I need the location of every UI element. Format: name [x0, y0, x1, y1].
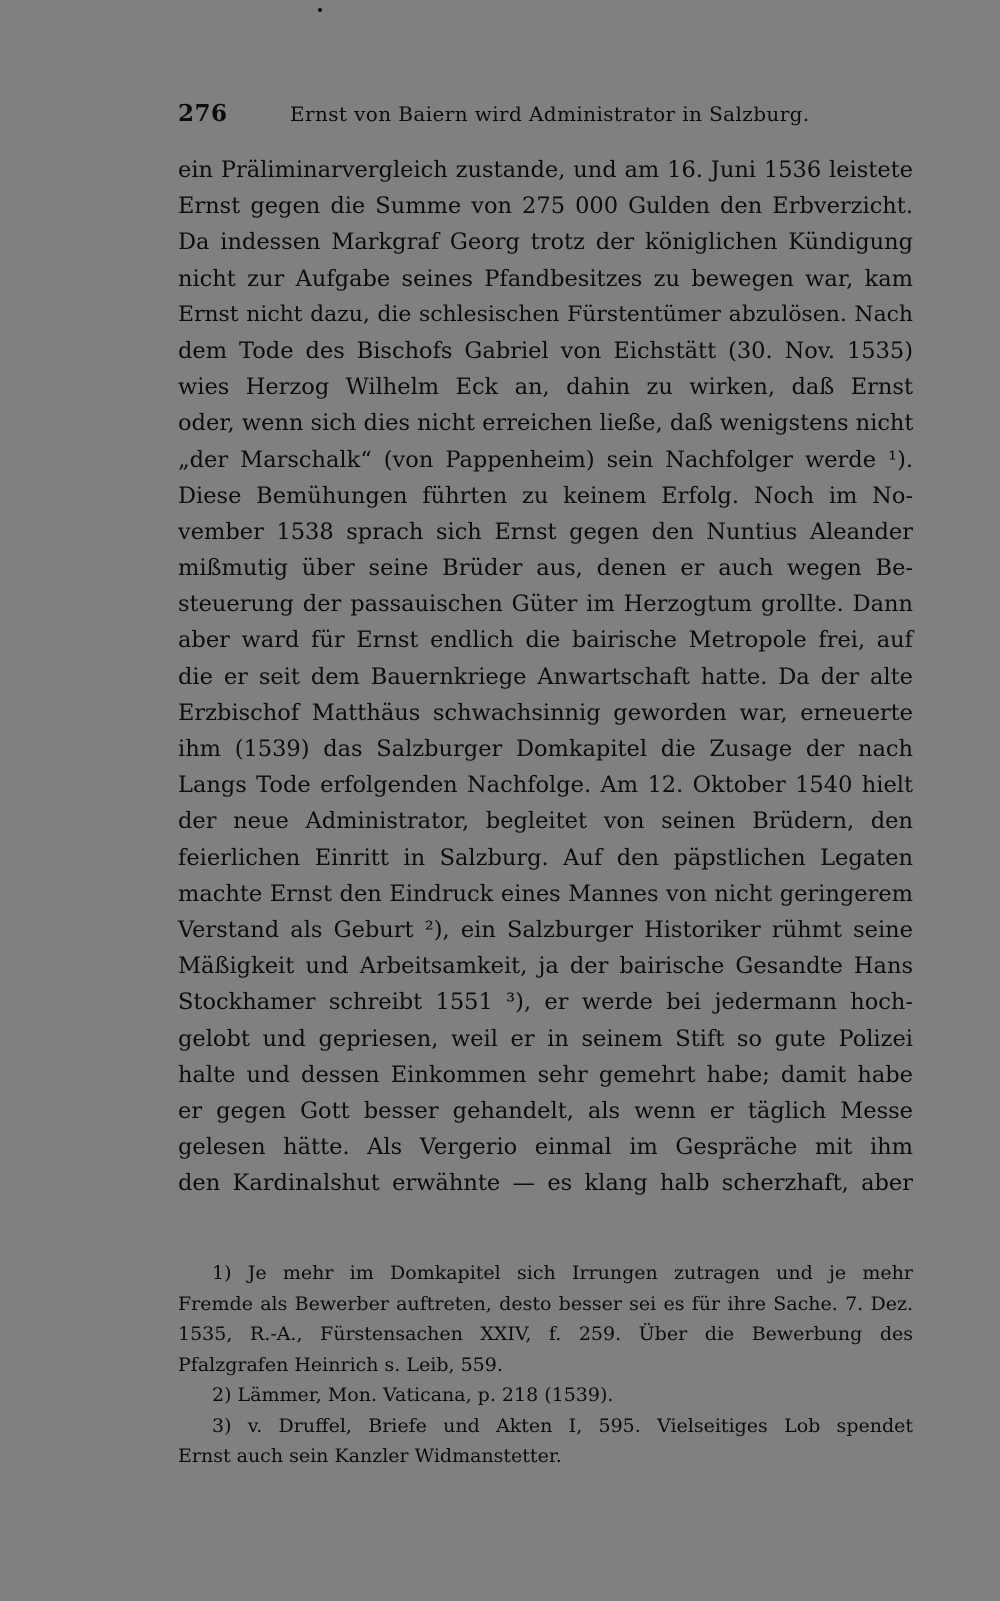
body-line: Mäßigkeit und Arbeitsamkeit, ja der bairische Gesandte Hans [178, 953, 913, 980]
body-line: Da indessen Markgraf Georg trotz der königlichen Kündigung [178, 229, 913, 256]
running-title: Ernst von Baiern wird Administrator in Salzburg. [290, 102, 810, 126]
body-line: wies Herzog Wilhelm Eck an, dahin zu wirken, daß Ernst [178, 374, 913, 401]
footnote-3-cont: Ernst auch sein Kanzler Widmanstetter. [178, 1445, 562, 1467]
footnote-2: 2) Lämmer, Mon. Vaticana, p. 218 (1539). [212, 1384, 614, 1406]
body-line: halte und dessen Einkommen sehr gemehrt habe; damit habe [178, 1061, 913, 1088]
body-line: gelobt und gepriesen, weil er in seinem Stift so gute Polizei [178, 1025, 913, 1052]
body-line: die er seit dem Bauernkriege Anwartschaft hatte. Da der alte [178, 663, 913, 690]
body-text [178, 152, 913, 1201]
body-line: feierlichen Einritt in Salzburg. Auf den päpstlichen Legaten [178, 844, 913, 871]
body-line: machte Ernst den Eindruck eines Mannes von nicht geringerem [178, 880, 913, 907]
footnote-3: 3) v. Druffel, Briefe und Akten I, 595. Vielseitiges Lob spendet [212, 1414, 913, 1437]
body-line: der neue Administrator, begleitet von seinen Brüdern, den [178, 808, 913, 835]
footnote-1-cont: Fremde als Bewerber auftreten, desto besser sei es für ihre Sache. 7. Dez. [178, 1292, 913, 1315]
page-number: 276 [178, 100, 228, 127]
body-line: dem Tode des Bischofs Gabriel von Eichstätt (30. Nov. 1535) [178, 337, 913, 364]
print-speck [318, 8, 322, 12]
footnote-1-cont: 1535, R.-A., Fürstensachen XXIV, f. 259. Über die Bewerbung des [178, 1323, 913, 1345]
body-line: steuerung der passauischen Güter im Herzogtum grollte. Dann [178, 591, 913, 618]
body-line: vember 1538 sprach sich Ernst gegen den Nuntius Aleander [178, 518, 913, 545]
footnote-1-cont: Pfalzgrafen Heinrich s. Leib, 559. [178, 1353, 503, 1376]
body-line: den Kardinalshut erwähnte — es klang halb scherzhaft, aber [178, 1170, 913, 1197]
body-line: Diese Bemühungen führten zu keinem Erfolg. Noch im No- [178, 482, 913, 509]
body-line: er gegen Gott besser gehandelt, als wenn er täglich Messe [178, 1097, 913, 1124]
body-line: gelesen hätte. Als Vergerio einmal im Gespräche mit ihm [178, 1134, 913, 1161]
body-line: Erzbischof Matthäus schwachsinnig geworden war, erneuerte [178, 699, 913, 726]
body-line: aber ward für Ernst endlich die bairische Metropole frei, auf [178, 627, 913, 654]
body-line: ihm (1539) das Salzburger Domkapitel die Zusage der nach [178, 736, 913, 762]
body-line: Verstand als Geburt ²), ein Salzburger Historiker rühmt seine [178, 916, 913, 943]
body-line: oder, wenn sich dies nicht erreichen ließe, daß wenigstens nicht [178, 410, 914, 437]
body-line: Stockhamer schreibt 1551 ³), er werde bei jedermann hoch- [178, 989, 913, 1016]
body-line: ein Präliminarvergleich zustande, und am 16. Juni 1536 leistete [178, 157, 913, 183]
body-line: Ernst nicht dazu, die schlesischen Fürstentümer abzulösen. Nach [178, 301, 913, 327]
footnotes [178, 1258, 913, 1472]
body-line: nicht zur Aufgabe seines Pfandbesitzes zu bewegen war, kam [178, 265, 913, 292]
body-line: mißmutig über seine Brüder aus, denen er auch wegen Be- [178, 555, 913, 582]
footnote-1: 1) Je mehr im Domkapitel sich Irrungen zutragen und je mehr [212, 1262, 913, 1284]
body-line: Langs Tode erfolgenden Nachfolge. Am 12. Oktober 1540 hielt [178, 772, 913, 799]
body-line: „der Marschalk“ (von Pappenheim) sein Nachfolger werde ¹). [178, 446, 913, 473]
body-line: Ernst gegen die Summe von 275 000 Gulden den Erbverzicht. [178, 193, 913, 220]
page-header [178, 100, 818, 134]
